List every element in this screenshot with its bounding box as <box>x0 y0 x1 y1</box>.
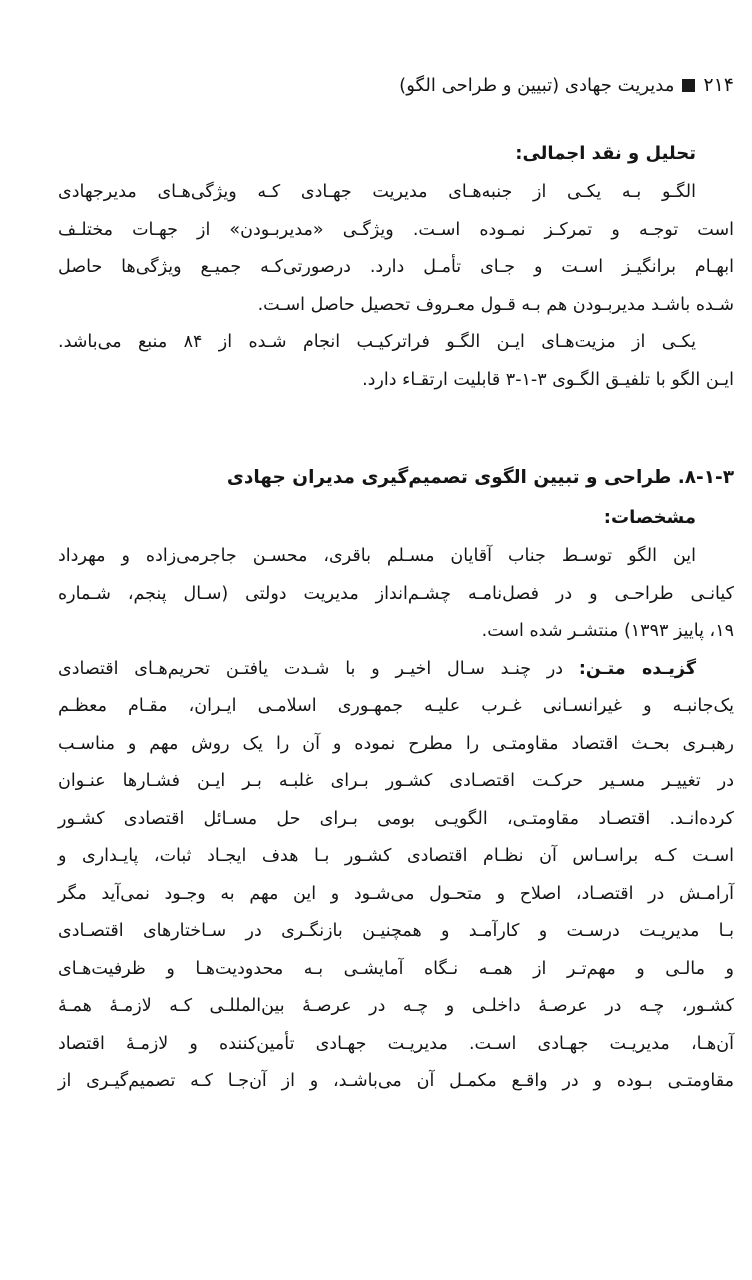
text-line: الگـو بـه یکـی از جنبه‌هـای مدیریت جهـادی کـه ویژگی‌هـای مدیرجهادی <box>58 182 696 202</box>
section-8-1-3 <box>58 458 734 1101</box>
text-line <box>58 651 734 689</box>
text-line: کشـور، چـه در عرصـهٔ داخلـی و چـه در عرصـهٔ بین‌المللـی کـه لازمـهٔ همـهٔ <box>58 996 734 1016</box>
running-title: مدیریت جهادی (تبیین و طراحی الگو) <box>399 74 675 96</box>
text-line: کرده‌انـد. اقتصـاد مقاومتـی، الگویـی بومی بـرای حل مسـائل اقتصادی کشـور <box>58 808 734 829</box>
text-line: آرامـش در اقتصـاد، اصلاح و متحـول می‌شـود و این مهم به وجـود نمی‌آید مگر <box>58 883 734 904</box>
text-line: یک‌جانبـه و غیرانسـانی غـرب علیـه جمهـوری اسلامـی ایـران، مقـام معظـم <box>58 696 734 716</box>
text-line: ابهـام برانگیـز اسـت و جـای تأمـل دارد. درصورتی‌کـه جمیـع ویژگی‌ها حاصل <box>58 257 734 277</box>
text-line: است توجـه و تمرکـز نمـوده اسـت. ویژگـی «مدیربـودن» از جهـات مختلـف <box>58 219 734 240</box>
running-header <box>399 74 734 96</box>
text-line: کیانـی طراحـی و در فصل‌نامـه چشـم‌انداز مدیریت دولتی (سـال پنجم، شـماره <box>58 583 734 604</box>
specs-heading: مشخصات: <box>603 507 696 528</box>
text-line: ۱۹، پاییز ۱۳۹۳) منتشـر شده است. <box>481 621 734 641</box>
excerpt-paragraph <box>58 651 734 1101</box>
page-number: ۲۱۴ <box>703 74 734 96</box>
text-line: مقاومتـی بـوده و در واقـع مکمـل آن می‌باشـد، و از آن‌جـا کـه تصمیم‌گیـری از <box>58 1071 734 1091</box>
text-line: شـده باشـد مدیربـودن هم بـه قـول معـروف تحصیل حاصل اسـت. <box>257 294 734 315</box>
text-line: یکـی از مزیت‌هـای ایـن الگـو فراترکیـب انجام شـده از ۸۴ منبع می‌باشد. <box>58 332 696 352</box>
specs-paragraph <box>58 538 734 651</box>
critique-paragraph-2 <box>58 324 734 399</box>
square-bullet-icon <box>682 79 695 92</box>
excerpt-text: در چنـد سـال اخیـر و با شـدت یافتـن تحریم‌هـای اقتصادی <box>58 658 579 679</box>
critique-heading: تحلیل و نقد اجمالی: <box>515 143 696 164</box>
text-line: بـا مدیریـت درسـت و کارآمـد و همچنیـن بازنگـری در سـاختارهای اقتصـادی <box>58 921 734 941</box>
text-line: ایـن الگو با تلفیـق الگـوی ۳-۱-۳ قابلیت ارتقـاء دارد. <box>362 369 734 390</box>
excerpt-label: گزیـده متـن: <box>578 658 697 679</box>
text-line: اسـت کـه براسـاس آن نظـام اقتصادی کشـور بـا هدف ایجـاد ثبات، پایـداری و <box>58 846 734 866</box>
critique-paragraph-1 <box>58 174 734 324</box>
critique-section <box>58 134 734 399</box>
text-line: آن‌هـا، مدیریـت جهـادی اسـت. مدیریـت جهـادی تأمین‌کننده و لازمـهٔ اقتصاد <box>58 1033 734 1054</box>
text-line: در تغییـر مسـیر حرکـت اقتصـادی کشـور بـرای غلبـه بـر ایـن فشـارها عنـوان <box>58 771 734 791</box>
section-heading: ۸-۱-۳. طراحی و تبیین الگوی تصمیم‌گیری مدیران جهادی <box>226 467 734 488</box>
text-line: رهبـری بحـث اقتصاد مقاومتـی را مطرح نموده و آن را یک روش مهم و مناسـب <box>58 733 734 754</box>
text-line: این الگو توسـط جناب آقایان مسـلم باقری، محسـن جاجرمی‌زاده و مهرداد <box>58 546 696 566</box>
text-line: و مالـی و مهم‌تـر از همـه نـگاه آمایشـی بـه محدودیت‌هـا و ظرفیت‌هـای <box>58 958 734 979</box>
